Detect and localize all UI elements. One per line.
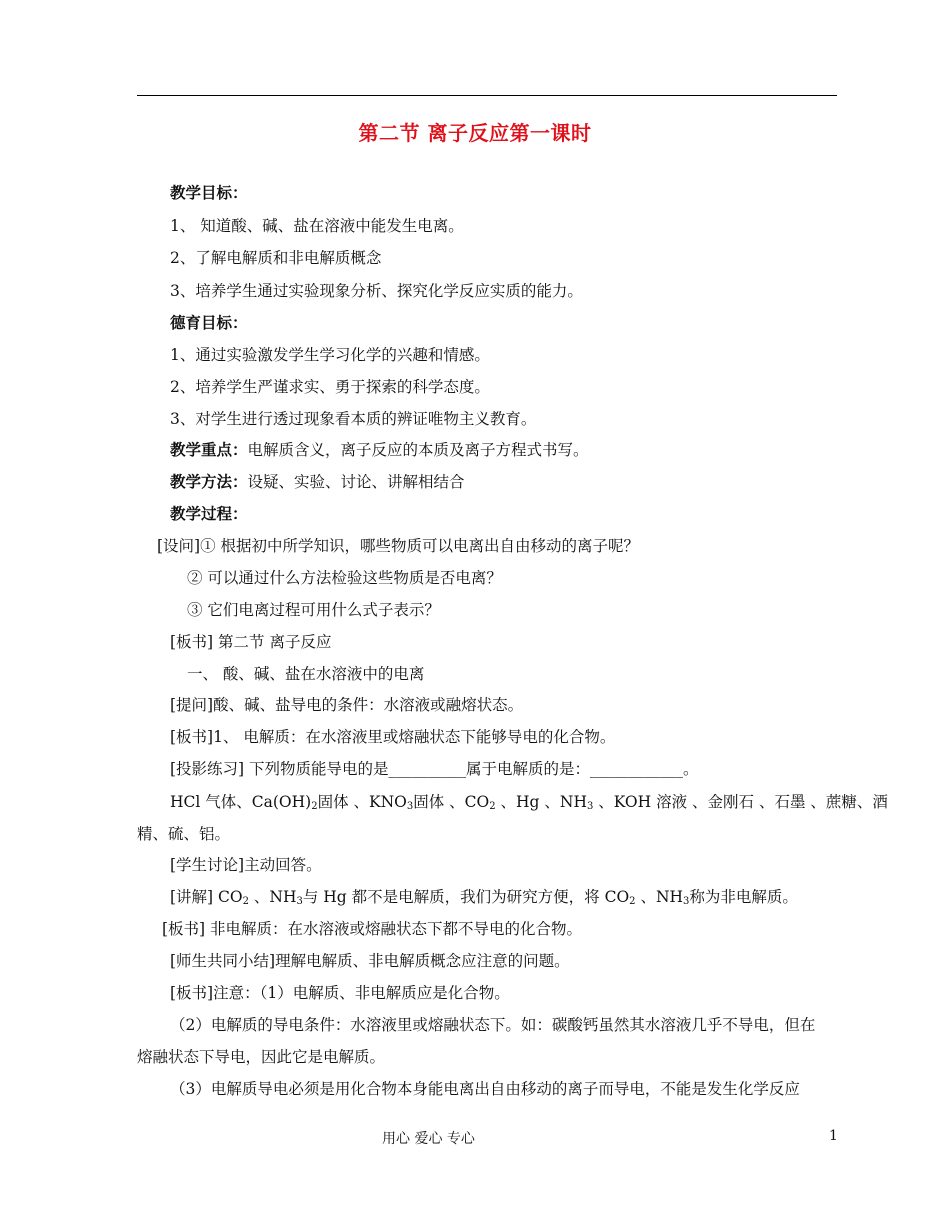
substance-text: 固体 、CO	[413, 793, 490, 811]
board-note-nonelectrolyte: [板书] 非电解质：在水溶液或熔融状态下都不导电的化合物。	[162, 920, 583, 938]
subscript: 3	[683, 896, 690, 907]
projection-exercise: [投影练习] 下列物质能导电的是__________属于电解质的是：____________。	[170, 760, 699, 778]
moral-goal-1: 1、通过实验激发学生学习化学的兴趣和情感。	[170, 346, 490, 364]
substance-text: 固体 、KNO	[317, 793, 407, 811]
subscript: 3	[586, 801, 594, 812]
explanation-text: 与 Hg 都不是电解质，我们为研究方便，将 CO	[302, 888, 630, 906]
board-note-electrolyte: [板书]1、 电解质：在水溶液里或熔融状态下能够导电的化合物。	[170, 728, 616, 746]
page-title: 第二节 离子反应第一课时	[358, 121, 592, 145]
moral-goals-heading: 德育目标：	[170, 314, 248, 332]
question-conductivity: [提问]酸、碱、盐导电的条件：水溶液或融熔状态。	[170, 696, 524, 714]
subscript: 2	[629, 896, 636, 907]
question-1: [设问]① 根据初中所学知识，哪些物质可以电离出自由移动的离子呢？	[157, 537, 640, 555]
board-note-1: [板书] 第二节 离子反应	[170, 633, 332, 651]
methods-text: 设疑、实验、讨论、讲解相结合	[247, 473, 465, 491]
methods-label: 教学方法：	[170, 473, 248, 491]
teaching-goal-3: 3、培养学生通过实验现象分析、探究化学反应实质的能力。	[170, 282, 583, 300]
moral-goal-2: 2、培养学生严谨求实、勇于探索的科学态度。	[170, 378, 490, 396]
key-points-label: 教学重点：	[170, 441, 248, 459]
subscript: 3	[406, 801, 414, 812]
methods	[170, 472, 465, 492]
explanation-text: 称为非电解质。	[689, 888, 798, 906]
section-heading-1: 一、 酸、碱、盐在水溶液中的电离	[187, 665, 425, 683]
explanation-text: 、NH	[635, 888, 684, 906]
footer-motto: 用心 爱心 专心	[382, 1131, 475, 1147]
question-2: ② 可以通过什么方法检验这些物质是否电离？	[187, 569, 502, 587]
key-points-text: 电解质含义，离子反应的本质及离子方程式书写。	[247, 441, 589, 459]
subscript: 3	[296, 896, 303, 907]
question-3: ③ 它们电离过程可用什么式子表示？	[187, 601, 440, 619]
key-points	[170, 440, 589, 460]
subscript: 2	[311, 801, 318, 812]
moral-goal-3: 3、对学生进行透过现象看本质的辨证唯物主义教育。	[170, 410, 537, 428]
page-number: 1	[829, 1128, 838, 1144]
process-heading: 教学过程：	[170, 505, 248, 523]
teaching-goals-heading: 教学目标：	[170, 184, 248, 202]
substance-list-line-2: 精、硫、铝。	[137, 825, 231, 843]
explanation-text: 、NH	[248, 888, 297, 906]
header-rule	[137, 95, 837, 96]
note-2-line-2: 熔融状态下导电，因此它是电解质。	[137, 1048, 386, 1066]
explanation-text: [讲解] CO	[170, 888, 243, 906]
board-note-attention: [板书]注意：（1）电解质、非电解质应是化合物。	[170, 984, 510, 1002]
teaching-goal-1: 1、 知道酸、碱、盐在溶液中能发生电离。	[170, 217, 464, 235]
note-3-line-1: （3）电解质导电必须是用化合物本身能电离出自由移动的离子而导电，不能是发生化学反应	[170, 1080, 800, 1098]
teacher-student-summary: [师生共同小结]理解电解质、非电解质概念应注意的问题。	[170, 952, 570, 970]
substance-text: 、KOH 溶液 、金刚石 、石墨 、蔗糖、酒	[593, 793, 888, 811]
substance-text: HCl 气体、Ca(OH)	[170, 793, 312, 811]
substance-list-line-1	[170, 792, 888, 812]
explanation-line	[170, 887, 798, 907]
substance-text: 、Hg 、NH	[495, 793, 587, 811]
student-discussion: [学生讨论]主动回答。	[170, 856, 322, 874]
subscript: 2	[489, 801, 496, 812]
subscript: 2	[242, 896, 249, 907]
teaching-goal-2: 2、了解电解质和非电解质概念	[170, 249, 382, 267]
note-2-line-1: （2）电解质的导电条件：水溶液里或熔融状态下。如：碳酸钙虽然其水溶液几乎不导电，但在	[170, 1016, 816, 1034]
